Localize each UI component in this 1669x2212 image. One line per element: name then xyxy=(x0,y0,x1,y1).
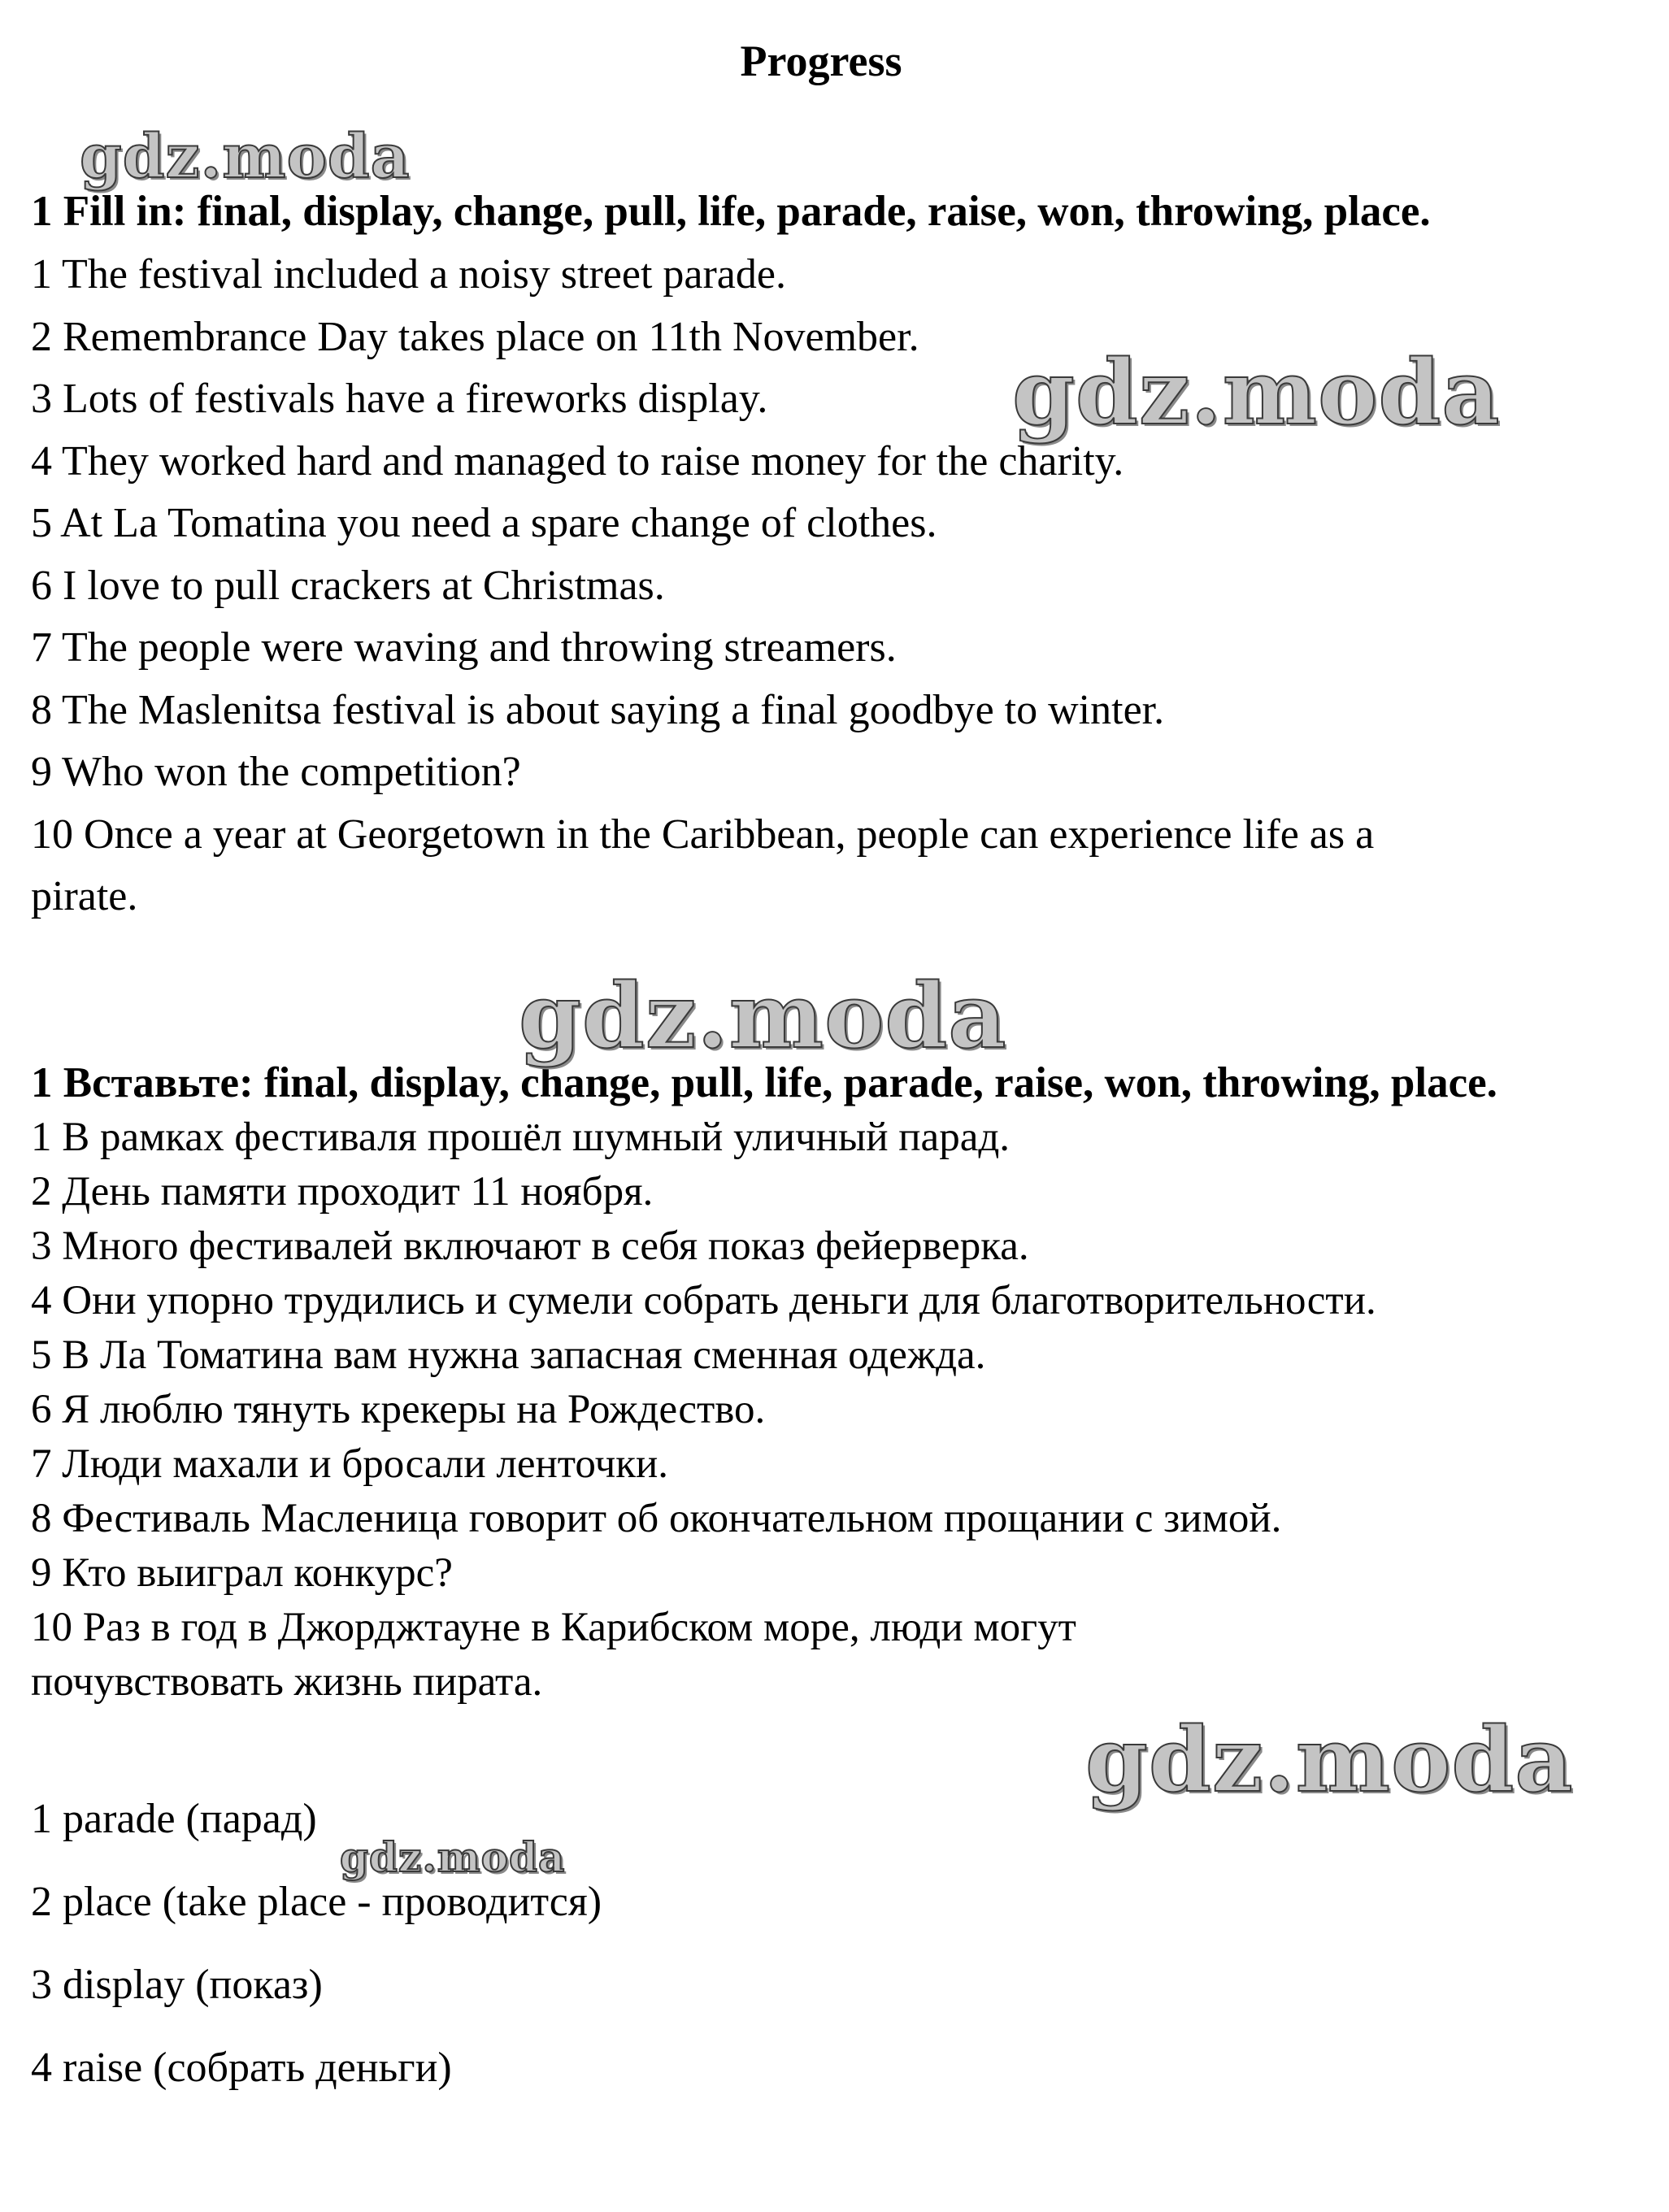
sentence-en-10: 10 Once a year at Georgetown in the Caribbean, people can experience life as a xyxy=(31,810,1375,858)
watermark: gdz.moda xyxy=(340,1833,566,1881)
sentence-ru-9: 9 Кто выиграл конкурс? xyxy=(31,1550,453,1596)
english-exercise xyxy=(31,179,1624,928)
answer-2: 2 place (take place - проводится) xyxy=(31,1879,602,1925)
sentence-ru-6: 6 Я люблю тянуть крекеры на Рождество. xyxy=(31,1387,766,1432)
sentence-ru-10: 10 Раз в год в Джорджтауне в Карибском море, люди могут почувствовать жизнь пирата. xyxy=(31,1605,1076,1705)
answer-1: 1 parade (парад) xyxy=(31,1796,317,1842)
sentence-en-9: 9 Who won the competition? xyxy=(31,749,521,795)
watermark: gdz.moda xyxy=(80,122,411,192)
answers-list xyxy=(31,1778,1624,2110)
exercise-heading-ru: 1 Вставьте: final, display, change, pull, life, parade, raise, won, throwing, place. xyxy=(31,1059,1497,1106)
exercise-heading-en: 1 Fill in: final, display, change, pull, life, parade, raise, won, throwing, place. xyxy=(31,188,1431,235)
answer-3: 3 display (показ) xyxy=(31,1962,323,2008)
sentence-en-5: 5 At La Tomatina you need a spare change of clothes. xyxy=(31,500,937,546)
sentence-ru-2: 2 День памяти проходит 11 ноября. xyxy=(31,1169,654,1215)
sentence-ru-4: 4 Они упорно трудились и сумели собрать деньги для благотворительности. xyxy=(31,1278,1376,1323)
sentence-en-6: 6 I love to pull crackers at Christmas. xyxy=(31,562,665,609)
watermark: gdz.moda xyxy=(1012,340,1501,445)
sentence-ru-5: 5 В Ла Томатина вам нужна запасная сменная одежда. xyxy=(31,1332,986,1378)
russian-exercise xyxy=(31,1055,1624,1710)
watermark: gdz.moda xyxy=(519,963,1007,1068)
sentence-en-10-cont: pirate. xyxy=(31,873,138,919)
sentence-en-7: 7 The people were waving and throwing streamers. xyxy=(31,624,897,671)
sentence-ru-8: 8 Фестиваль Масленица говорит об окончательном прощании с зимой. xyxy=(31,1496,1282,1541)
sentence-ru-7: 7 Люди махали и бросали ленточки. xyxy=(31,1441,669,1487)
sentence-en-8: 8 The Maslenitsa festival is about saying a final goodbye to winter. xyxy=(31,686,1165,733)
sentence-en-4: 4 They worked hard and managed to raise money for the charity. xyxy=(31,437,1124,485)
page-title: Progress xyxy=(740,37,902,85)
sentence-ru-3: 3 Много фестивалей включают в себя показ фейерверка. xyxy=(31,1223,1029,1269)
sentence-en-2: 2 Remembrance Day takes place on 11th November. xyxy=(31,313,919,360)
sentence-en-1: 1 The festival included a noisy street parade. xyxy=(31,251,786,298)
sentence-en-3: 3 Lots of festivals have a fireworks display. xyxy=(31,376,768,422)
answer-4: 4 raise (собрать деньги) xyxy=(31,2045,452,2091)
sentence-ru-1: 1 В рамках фестиваля прошёл шумный уличный парад. xyxy=(31,1115,1011,1160)
watermark: gdz.moda xyxy=(1085,1707,1574,1812)
